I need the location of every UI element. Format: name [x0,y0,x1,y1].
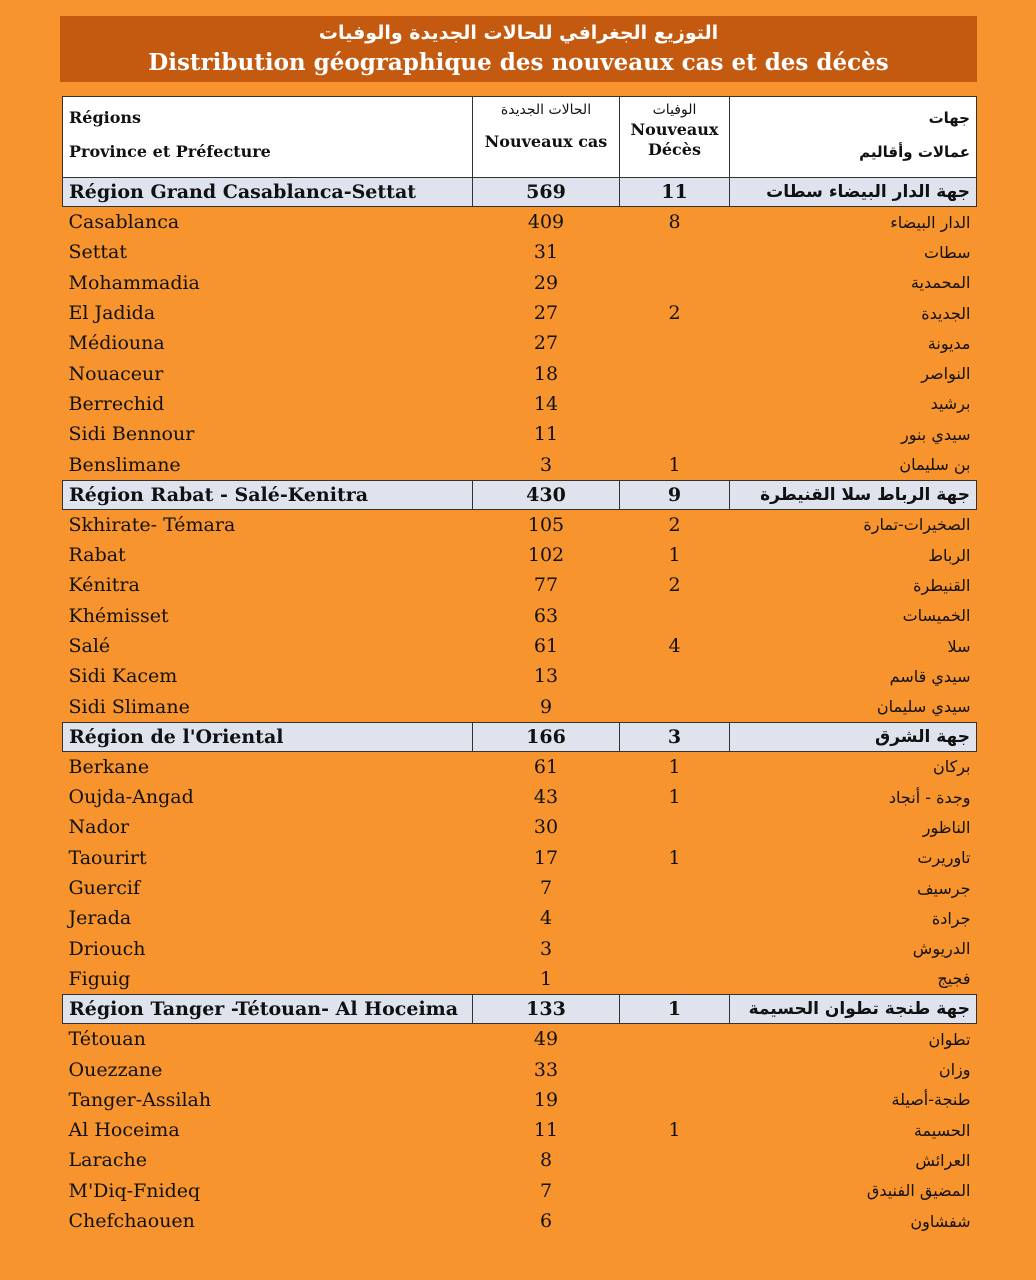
table-row [63,540,977,570]
cell-new-deaths [620,328,730,358]
region-row [63,722,977,751]
table-row [63,661,977,691]
cell-new-deaths [620,812,730,842]
cell-name-ar: سلا [947,636,971,656]
cell-name-fr: Chefchaouen [68,1210,195,1233]
cell-new-deaths: 1 [668,1119,681,1142]
header-regions [63,97,473,178]
cell-name-fr: Al Hoceima [68,1119,180,1142]
cell-name-ar: مديونة [927,333,971,353]
table-row [63,1024,977,1055]
cell-new-cases: 430 [473,480,620,509]
cell-new-deaths: 2 [668,513,681,536]
table-row [63,751,977,782]
cell-name-ar: سيدي قاسم [889,666,971,686]
table-row [63,570,977,600]
table-row [63,449,977,480]
cell-name-fr: Larache [68,1149,147,1172]
cell-name-fr: Figuig [68,967,131,990]
table-row [63,843,977,873]
cell-name-fr: Région de l'Oriental [63,722,473,751]
cell-name-ar: فجيج [937,969,971,989]
cell-name-fr: Jerada [68,907,132,930]
cell-name-ar: القنيطرة [913,575,971,595]
cell-new-deaths: 1 [668,846,681,869]
cell-name-fr: Oujda-Angad [68,786,194,809]
cell-name-ar: بركان [932,757,971,777]
cell-new-deaths: 2 [668,574,681,597]
cell-name-fr: Sidi Kacem [68,665,178,688]
cell-name-fr: Khémisset [68,604,169,627]
header-regions-ar [730,97,977,178]
cell-name-fr: Berkane [68,755,150,778]
table-row [63,237,977,267]
table-row [63,691,977,722]
header-new-deaths [620,97,730,178]
header-province-title: Province et Préfecture [69,142,271,161]
distribution-table [62,96,977,1236]
cell-name-fr: Tétouan [68,1028,146,1051]
cell-name-ar: سيدي بنور [900,424,971,444]
cell-name-fr: El Jadida [68,302,156,325]
cell-name-fr: Mohammadia [68,271,200,294]
cell-new-cases: 49 [533,1028,559,1051]
cell-name-ar: الخميسات [902,606,971,626]
cell-new-cases: 102 [527,544,565,567]
cell-name-ar: الصخيرات-تمارة [863,515,971,535]
cell-name-fr: Médiouna [68,332,165,355]
cell-name-fr: Guercif [68,877,140,900]
cell-new-cases: 77 [533,574,559,597]
table-row [63,934,977,964]
cell-name-ar: جهة الرباط سلا القنيطرة [730,480,977,509]
cell-name-fr: Région Grand Casablanca-Settat [63,178,473,207]
cell-new-deaths: 1 [668,453,681,476]
cell-new-deaths [620,419,730,449]
cell-name-fr: Benslimane [68,453,181,476]
table-row [63,268,977,298]
table-row [63,358,977,388]
cell-name-ar: بن سليمان [899,455,971,475]
cell-name-ar: سطات [924,242,971,262]
cell-name-fr: Berrechid [68,392,165,415]
cell-name-fr: Taourirt [68,846,147,869]
table-row [63,207,977,238]
table-row [63,1145,977,1175]
cell-new-cases: 27 [533,302,559,325]
cell-name-fr: Région Tanger -Tétouan- Al Hoceima [63,995,473,1024]
cell-name-fr: Salé [68,635,111,657]
cell-name-ar: جرادة [931,908,971,928]
table-row [63,419,977,449]
table-row [63,328,977,358]
header-new-cases-fr: Nouveaux cas [484,132,608,151]
cell-new-cases: 13 [533,665,559,688]
cell-name-fr: Région Rabat - Salé-Kenitra [63,480,473,509]
cell-name-fr: Kénitra [68,574,140,597]
cell-new-deaths: 1 [668,544,681,567]
cell-name-fr: Settat [68,241,127,264]
table-row [63,964,977,995]
cell-new-cases: 43 [533,786,559,809]
table-row [63,509,977,540]
table-row [63,1115,977,1145]
region-row [63,995,977,1024]
cell-new-deaths: 3 [620,722,730,751]
cell-name-ar: الدار البيضاء [890,212,971,232]
cell-new-cases: 8 [539,1149,553,1172]
cell-name-fr: Sidi Bennour [68,423,195,446]
cell-name-ar: النواصر [921,364,971,384]
header-regions-title: Régions [69,108,142,127]
cell-new-deaths [620,1085,730,1115]
cell-new-deaths [620,1206,730,1236]
cell-name-fr: Skhirate- Témara [68,513,236,536]
cell-new-deaths [620,389,730,419]
cell-name-ar: الناظور [922,817,971,837]
cell-new-cases: 31 [533,241,559,264]
cell-new-deaths: 1 [668,755,681,778]
cell-name-ar: طنجة-أصيلة [891,1090,971,1110]
cell-name-ar: الدريوش [912,939,971,959]
cell-name-fr: Nador [68,816,130,839]
cell-new-cases: 3 [539,453,553,476]
cell-name-fr: Ouezzane [68,1058,163,1081]
cell-new-deaths: 1 [620,995,730,1024]
cell-new-cases: 18 [533,362,559,385]
cell-new-deaths: 1 [668,786,681,809]
cell-new-cases: 30 [533,816,559,839]
cell-new-deaths [620,1054,730,1084]
cell-new-cases: 409 [527,211,565,234]
header-new-deaths-fr: Nouveaux Décès [630,120,719,159]
region-row [63,480,977,509]
cell-new-deaths [620,661,730,691]
cell-new-deaths: 8 [668,211,681,234]
table-header [63,97,977,178]
cell-name-ar: الجديدة [921,303,971,323]
cell-name-fr: Sidi Slimane [68,695,190,718]
cell-name-ar: برشيد [930,394,971,414]
cell-name-ar: وزان [938,1060,971,1080]
cell-name-fr: Casablanca [68,211,180,234]
cell-new-deaths: 4 [668,635,681,657]
cell-new-deaths [620,1024,730,1055]
cell-new-cases: 7 [539,1179,553,1202]
cell-name-ar: وجدة - أنجاد [888,787,971,807]
cell-new-deaths [620,964,730,995]
table-row [63,631,977,661]
table-body [63,178,977,1237]
cell-name-fr: M'Diq-Fnideq [68,1179,201,1202]
cell-name-ar: جرسيف [916,878,971,898]
cell-new-cases: 61 [533,635,559,657]
cell-new-cases: 105 [527,513,565,536]
cell-name-ar: تاوريرت [917,848,971,868]
cell-new-deaths [620,1176,730,1206]
cell-new-cases: 11 [533,1119,559,1142]
cell-name-ar: الحسيمة [913,1120,971,1140]
cell-name-fr: Driouch [68,937,146,960]
header-new-cases [473,97,620,178]
cell-new-cases: 63 [533,604,559,627]
cell-new-cases: 19 [533,1088,559,1111]
cell-new-cases: 27 [533,332,559,355]
cell-name-fr: Rabat [68,544,126,567]
cell-new-deaths [620,268,730,298]
cell-new-deaths [620,903,730,933]
cell-new-cases: 166 [473,722,620,751]
header-new-deaths-ar: الوفيات [652,102,697,118]
cell-name-ar: تطوان [928,1029,971,1049]
title-french: Distribution géographique des nouveaux cas et des décès [148,49,889,76]
cell-name-fr: Nouaceur [68,362,164,385]
cell-name-ar: جهة الشرق [730,722,977,751]
table-row [63,298,977,328]
cell-new-deaths [620,1145,730,1175]
cell-new-cases: 1 [539,967,553,990]
cell-new-deaths: 11 [620,178,730,207]
cell-new-cases: 29 [533,271,559,294]
cell-name-ar: جهة طنجة تطوان الحسيمة [730,995,977,1024]
table-row [63,1054,977,1084]
cell-name-ar: شفشاون [910,1211,971,1231]
header-province-ar-title: عمالات وأقاليم [859,143,970,161]
header-regions-ar-title: جهات [928,109,970,127]
cell-new-cases: 569 [473,178,620,207]
table-row [63,903,977,933]
table-row [63,873,977,903]
table-row [63,1206,977,1236]
cell-new-deaths [620,934,730,964]
cell-name-ar: جهة الدار البيضاء سطات [730,178,977,207]
cell-new-deaths [620,358,730,388]
cell-new-cases: 33 [533,1058,559,1081]
table-row [63,812,977,842]
cell-new-cases: 7 [539,877,553,900]
region-row [63,178,977,207]
cell-new-cases: 133 [473,995,620,1024]
cell-name-ar: الرباط [928,545,971,565]
cell-new-deaths: 9 [620,480,730,509]
cell-new-deaths [620,237,730,267]
cell-new-cases: 61 [533,755,559,778]
table-row [63,389,977,419]
cell-new-deaths [620,873,730,903]
title-banner [60,16,977,82]
cell-new-cases: 11 [533,423,559,446]
cell-new-deaths [620,601,730,631]
cell-new-deaths: 2 [668,302,681,325]
cell-new-cases: 4 [539,907,553,930]
cell-new-deaths [620,691,730,722]
table-row [63,782,977,812]
cell-name-ar: العرائش [915,1150,971,1170]
table-row [63,1176,977,1206]
header-new-cases-ar: الحالات الجديدة [500,102,592,118]
title-arabic: التوزيع الجغرافي للحالات الجديدة والوفيات [318,22,719,44]
table-row [63,1085,977,1115]
cell-name-fr: Tanger-Assilah [68,1088,212,1111]
cell-name-ar: المحمدية [910,273,971,293]
table-row [63,601,977,631]
cell-new-cases: 14 [533,392,559,415]
cell-name-ar: المضيق الفنيدق [866,1181,971,1201]
cell-new-cases: 3 [539,937,553,960]
cell-new-cases: 17 [533,846,559,869]
cell-name-ar: سيدي سليمان [876,697,971,717]
cell-new-cases: 6 [539,1210,553,1233]
cell-new-cases: 9 [539,695,553,718]
